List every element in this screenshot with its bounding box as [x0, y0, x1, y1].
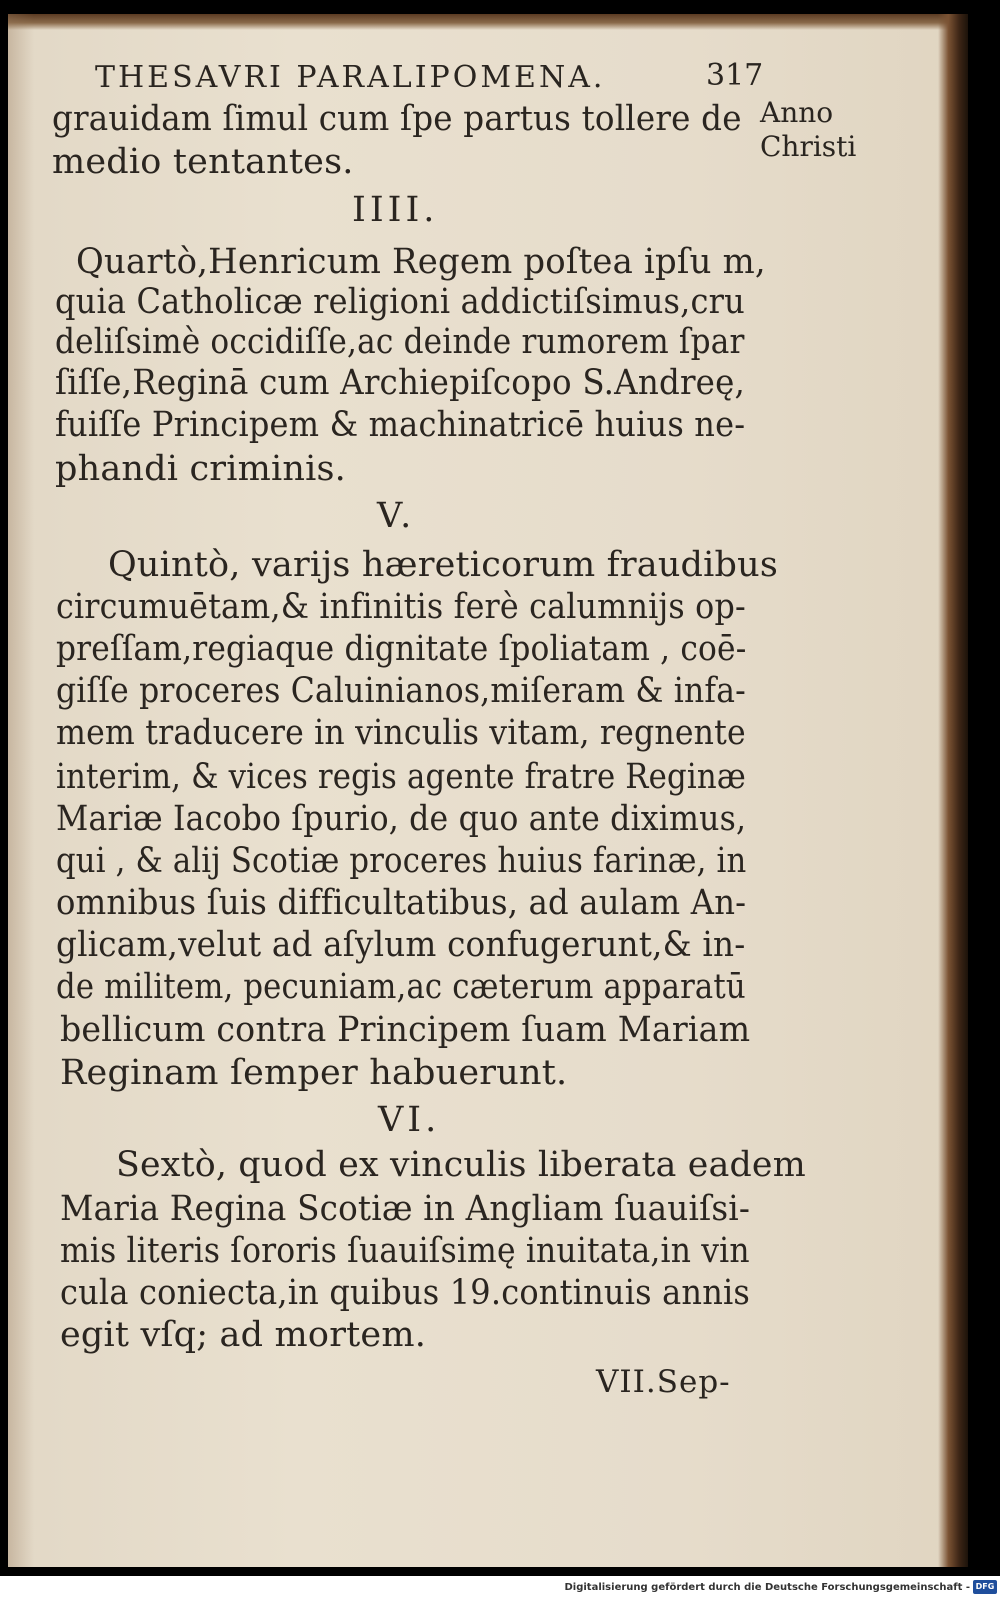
text-line: phandi criminis.	[55, 449, 347, 489]
section-heading-5: V.	[377, 496, 416, 536]
text-line: qui , & alij Scotiæ proceres huius farinæ, in	[56, 841, 747, 881]
dfg-logo[interactable]: DFG	[973, 1580, 997, 1594]
text-line: mem traducere in vinculis vitam, regnente	[56, 713, 746, 753]
text-line: de militem, pecuniam,ac cæterum apparatū	[56, 967, 746, 1007]
margin-note-anno: Anno	[760, 96, 834, 129]
text-line: interim, & vices regis agente fratre Reginæ	[56, 757, 747, 797]
page-gutter-shadow	[8, 14, 34, 1567]
text-line: Maria Regina Scotiæ in Angliam ſuauiſsi-	[60, 1189, 751, 1229]
text-line: bellicum contra Principem ſuam Mariam	[60, 1010, 751, 1050]
text-line: Quintò, varijs hæreticorum fraudibus	[108, 545, 779, 585]
text-line: grauidam ſimul cum ſpe partus tollere de	[52, 99, 742, 139]
section-heading-4: IIII.	[352, 190, 439, 230]
text-line: glicam,velut ad aſylum confugerunt,& in-	[56, 925, 746, 965]
footer-bar	[0, 1576, 1000, 1603]
text-line: preſſam,regiaque dignitate ſpoliatam , coē-	[56, 629, 747, 669]
text-line: medio tentantes.	[52, 142, 354, 182]
funding-credit: Digitalisierung gefördert durch die Deutsche Forschungsgemeinschaft -	[564, 1582, 970, 1593]
running-title: THESAVRI PARALIPOMENA.	[95, 60, 606, 95]
book-binding-edge	[938, 14, 968, 1567]
page-top-edge	[8, 14, 968, 30]
text-line: egit vſq; ad mortem.	[60, 1315, 427, 1355]
catchword: VII.Sep-	[596, 1364, 731, 1400]
text-line: Sextò, quod ex vinculis liberata eadem	[116, 1145, 806, 1185]
text-line: Quartò,Henricum Regem poſtea ipſu m,	[76, 242, 766, 282]
page-number: 317	[706, 58, 764, 93]
text-line: quia Catholicæ religioni addictiſsimus,cru	[55, 282, 745, 322]
text-line: cula coniecta,in quibus 19.continuis annis	[60, 1273, 751, 1313]
text-line: Reginam ſemper habuerunt.	[60, 1053, 568, 1093]
section-heading-6: VI.	[378, 1100, 441, 1140]
text-line: omnibus ſuis difficultatibus, ad aulam An-	[56, 883, 747, 923]
text-line: ſiſſe,Reginā cum Archiepiſcopo S.Andreę,	[55, 363, 746, 403]
text-line: fuiſſe Principem & machinatricē huius ne-	[55, 405, 746, 445]
text-line: mis literis ſororis ſuauiſsimę inuitata,in vin	[60, 1231, 750, 1271]
text-line: giſſe proceres Caluinianos,miſeram & infa-	[56, 671, 746, 711]
text-line: deliſsimè occidiſſe,ac deinde rumorem ſpar	[55, 322, 745, 362]
text-line: circumuētam,& infinitis ferè calumnijs op-	[56, 587, 746, 627]
text-line: Mariæ Iacobo ſpurio, de quo ante diximus,	[56, 799, 747, 839]
margin-note-christi: Christi	[760, 130, 857, 163]
